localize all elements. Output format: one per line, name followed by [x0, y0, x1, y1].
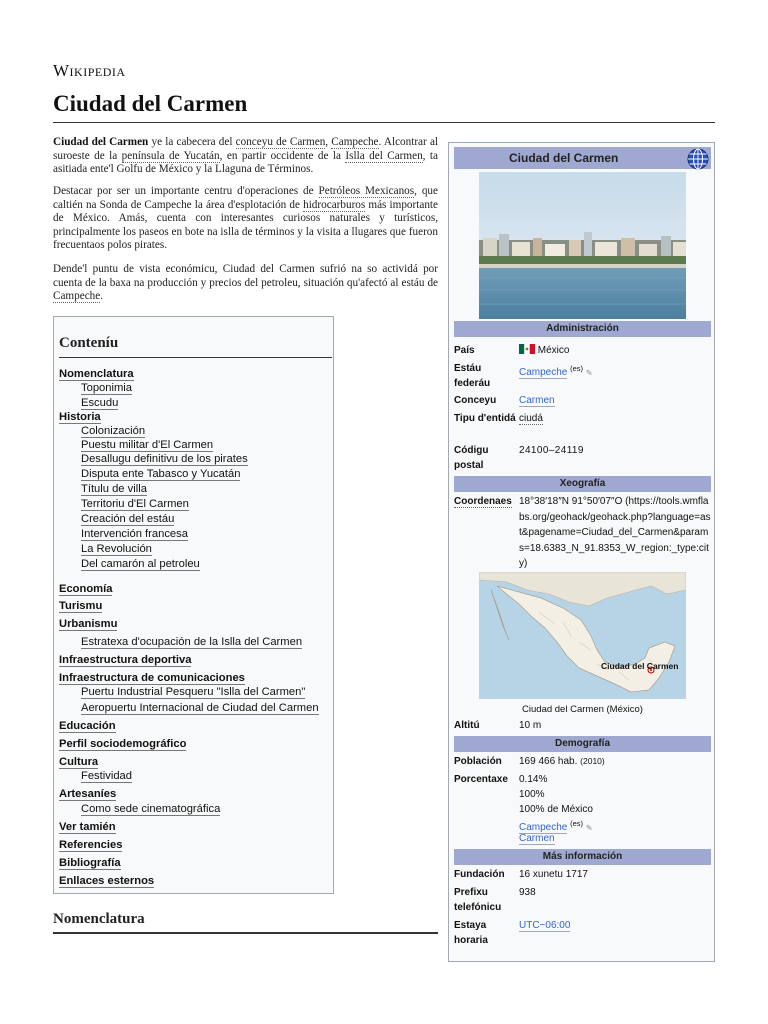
location-map[interactable] — [479, 572, 686, 699]
toc-item-label: Educación — [59, 720, 116, 732]
lead-text: más importante de México. Amás, cuenta con interesantes curiosos naturales y turísticos, principalmente los paseos en bote na islla de términos y la visita a llugares que fueron frecuentaos polos pirates. — [53, 198, 438, 252]
lead-bold-term: Ciudad del Carmen — [53, 136, 149, 148]
toc-item[interactable] — [59, 600, 102, 613]
toc-item-label: Aeropuertu Internacional de Ciudad del Carmen — [81, 702, 319, 714]
value-porcentaxe-5 — [519, 831, 711, 846]
toc-item-label: Urbanismu — [59, 618, 118, 630]
toc-item[interactable] — [81, 803, 220, 816]
wordmark-text: Wikipedia — [53, 61, 126, 80]
toc-item[interactable] — [59, 411, 101, 424]
toc-item-label: Del camarón al petroleu — [81, 558, 200, 570]
toc-item[interactable] — [81, 636, 302, 649]
toc-item-label: Toponimia — [81, 382, 132, 394]
toc-item[interactable] — [81, 453, 248, 466]
toc-item-label: Disputa ente Tabasco y Yucatán — [81, 468, 241, 480]
toc-item[interactable] — [59, 857, 121, 870]
value-codigu: 24100–24119 — [519, 445, 584, 456]
value-poblacion — [519, 754, 711, 769]
toc-item-label: Desallugu definitivu de los pirates — [81, 453, 248, 465]
toc-title: Conteníu — [59, 335, 119, 351]
page-title: Ciudad del Carmen — [53, 91, 248, 116]
coordenaes-label-text[interactable]: Coordenaes — [454, 496, 512, 507]
lead-text: , en partir occidente de la — [219, 149, 346, 162]
toc-item[interactable] — [81, 702, 319, 715]
lead-paragraph-3 — [53, 263, 438, 304]
value-porcentaxe-1: 0.14% — [519, 774, 548, 785]
toc-item-label: Infraestructura de comunicaciones — [59, 672, 245, 684]
poblacion-value-text: 169 466 hab. — [519, 756, 578, 767]
lead-text: , ta asitiada ente'l Golfu de México y la Llaguna de Términos. — [53, 149, 438, 176]
label-poblacion: Población — [454, 756, 502, 767]
link-hidrocarburos[interactable]: hidrocarburos — [303, 198, 366, 211]
lead-text: Destacar por ser un importante centru d'operaciones de — [53, 185, 319, 197]
value-porcentaxe-2: 100% — [519, 789, 545, 800]
value-pais — [519, 343, 711, 358]
toc-item[interactable] — [59, 654, 191, 667]
link-campeche[interactable]: Campeche — [331, 136, 379, 148]
toc-item-label: Escudu — [81, 397, 119, 409]
toc-item[interactable] — [81, 483, 147, 496]
toc-item-label: Creación del estáu — [81, 513, 175, 525]
value-prefixu: 938 — [519, 887, 536, 898]
value-altitu: 10 m — [519, 720, 542, 731]
link-islla[interactable]: Islla del Carmen — [345, 149, 423, 162]
mexico-flag-icon — [519, 344, 535, 354]
toc-item-label: Títulu de villa — [81, 483, 147, 495]
lead-text: , que caltién na Sonda de Campeche la área d'esplotación de — [53, 185, 438, 211]
section-header-xeografia: Xeografía — [454, 476, 711, 492]
toc-item[interactable] — [81, 439, 213, 452]
toc-item-label: Colonización — [81, 425, 146, 437]
tipu-value-text[interactable]: ciudá — [519, 413, 543, 424]
link-pemex[interactable]: Petróleos Mexicanos — [318, 185, 415, 197]
toc-item-label: Artesaníes — [59, 788, 117, 800]
toc-item-label: Estratexa d'ocupación de la Islla del Carmen — [81, 636, 303, 648]
toc-item-label: Enllaces esternos — [59, 875, 155, 887]
toc-item-label: Cultura — [59, 756, 99, 768]
toc-item-label: Territoriu d'El Carmen — [81, 498, 189, 510]
toc-item[interactable] — [81, 558, 200, 571]
value-estaya — [519, 918, 711, 933]
toc-item-label: Puertu Industrial Pesqueru "Islla del Carmen" — [81, 686, 306, 698]
toc-item[interactable] — [59, 788, 116, 801]
lead-text: ye la cabecera del — [148, 136, 236, 148]
infobox-title-bar — [454, 147, 711, 169]
link-peninsula[interactable]: península de Yucatán — [121, 149, 220, 162]
section-heading-nomenclatura: Nomenclatura — [53, 911, 145, 927]
toc-item[interactable] — [81, 498, 189, 511]
poblacion-year: (2010) — [580, 756, 605, 766]
toc-item[interactable] — [81, 686, 305, 699]
globe-icon[interactable] — [687, 148, 709, 170]
table-of-contents — [53, 316, 334, 894]
toc-item[interactable] — [81, 543, 152, 556]
infobox-title: Ciudad del Carmen — [509, 151, 619, 165]
toc-item[interactable] — [59, 672, 245, 685]
toc-item-label: Infraestructura deportiva — [59, 654, 192, 666]
link-estau-campeche[interactable]: Campeche — [519, 367, 568, 379]
toc-item[interactable] — [59, 720, 116, 733]
toc-item-label: Nomenclatura — [59, 368, 134, 380]
edit-link-icon[interactable]: ✎ — [585, 368, 593, 378]
toc-item[interactable] — [59, 618, 117, 631]
section-header-administracion: Administración — [454, 321, 711, 337]
section-header-demografia: Demografía — [454, 736, 711, 752]
value-coordenaes[interactable]: 18°38′18″N 91°50′07″O (https://tools.wmflabs.org/geohack/geohack.php?language=ast&pagename=Ciudad_del_Carmen&params=18.6383_N_91.8353_W_region:_type:city) — [519, 496, 711, 569]
toc-item-label: Ver tamién — [59, 821, 116, 833]
lead-text: Dende'l puntu de vista económicu, Ciudad del Carmen sufrió na so actividá por cuenta de la baxa na producción y precios del petroleu, situación qu'afectó al estáu de — [53, 263, 438, 289]
toc-item[interactable] — [59, 368, 134, 381]
link-porc-carmen[interactable]: Carmen — [519, 833, 555, 844]
toc-item-label: Economía — [59, 583, 113, 595]
title-divider — [53, 122, 715, 123]
toc-item-label: Como sede cinematográfica — [81, 803, 221, 815]
section-divider — [53, 932, 438, 934]
toc-item[interactable] — [81, 397, 118, 410]
lead-paragraph-2 — [53, 185, 438, 253]
porc-lang-sup: (es) — [570, 819, 584, 828]
toc-item-label: Bibliografía — [59, 857, 121, 869]
lead-text: . — [100, 290, 104, 303]
toc-item-label: Perfil sociodemográfico — [59, 738, 187, 750]
pais-value-text: México — [537, 345, 570, 356]
label-estau: Estáu federáu — [454, 363, 491, 389]
toc-item-label: Festividad — [81, 770, 132, 782]
value-fundacion: 16 xunetu 1717 — [519, 869, 588, 880]
toc-item-label: Historia — [59, 411, 101, 423]
value-conceyu — [519, 393, 711, 408]
link-porc-campeche[interactable]: Campeche — [519, 822, 568, 834]
toc-item[interactable] — [81, 382, 132, 395]
label-coordenaes — [454, 494, 516, 509]
map-place-label: Ciudad del Carmen — [601, 661, 679, 671]
toc-item[interactable] — [59, 839, 122, 852]
link-utc[interactable]: UTC−06:00 — [519, 920, 571, 931]
edit-link-icon[interactable]: ✎ — [585, 823, 593, 833]
toc-item-label: Puestu militar d'El Carmen — [81, 439, 214, 451]
toc-item[interactable] — [81, 425, 145, 438]
value-tipu — [519, 411, 711, 426]
toc-divider — [59, 357, 332, 358]
toc-item[interactable] — [59, 875, 154, 888]
label-estaya: Estaya horaria — [454, 920, 488, 946]
link-conceyu-carmen[interactable]: Carmen — [519, 395, 555, 406]
label-fundacion: Fundación — [454, 869, 505, 880]
toc-item-label: La Revolución — [81, 543, 152, 555]
toc-item[interactable] — [81, 513, 174, 526]
label-pais: País — [454, 345, 475, 356]
lead-text: , — [325, 136, 332, 148]
toc-item[interactable] — [59, 738, 186, 751]
value-porcentaxe-3: 100% de México — [519, 804, 593, 815]
section-header-mas-informacion: Más información — [454, 849, 711, 865]
label-conceyu: Conceyu — [454, 395, 497, 406]
wikipedia-wordmark — [53, 61, 126, 81]
link-conceyu[interactable]: conceyu de Carmen — [235, 136, 326, 148]
label-codigu: Códigu postal — [454, 445, 489, 471]
toc-item[interactable] — [81, 528, 188, 541]
infobox — [448, 142, 715, 962]
toc-item-label: Intervención francesa — [81, 528, 188, 540]
lead-text: . Alcontrar al suroeste de la — [53, 136, 439, 162]
estau-lang-sup: (es) — [570, 364, 584, 373]
link-campeche-2[interactable]: Campeche — [53, 290, 101, 303]
toc-item[interactable] — [59, 821, 116, 834]
toc-item[interactable] — [81, 468, 240, 481]
toc-item[interactable] — [59, 583, 112, 596]
lead-paragraph-1 — [53, 136, 438, 177]
toc-item-label: Referencies — [59, 839, 123, 851]
city-photo[interactable] — [479, 172, 686, 319]
label-porcentaxe: Porcentaxe — [454, 774, 508, 785]
map-caption: Ciudad del Carmen (México) — [522, 704, 643, 715]
toc-item[interactable] — [59, 756, 98, 769]
label-altitu: Altitú — [454, 720, 480, 731]
toc-item-label: Turismu — [59, 600, 103, 612]
label-tipu: Tipu d'entidá — [454, 413, 516, 424]
label-prefixu: Prefixu telefónicu — [454, 887, 502, 913]
value-estau — [519, 361, 711, 380]
toc-item[interactable] — [81, 770, 132, 783]
